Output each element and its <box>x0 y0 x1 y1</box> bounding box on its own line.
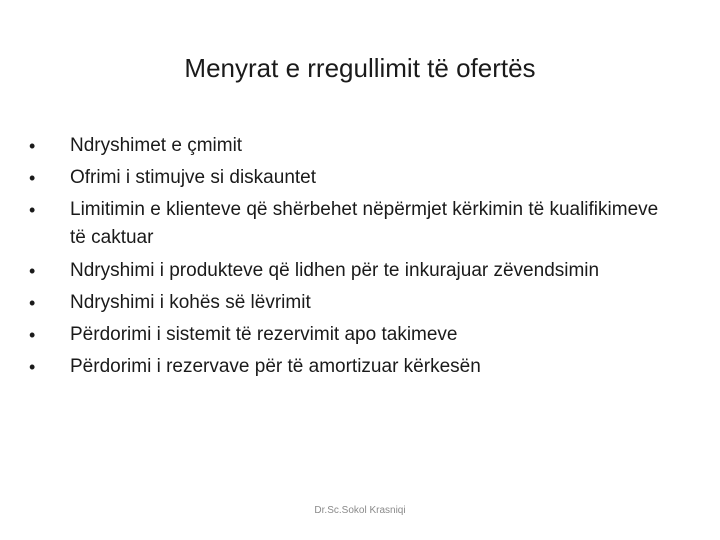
bullet-list <box>26 132 666 385</box>
bullet-icon: • <box>29 357 36 378</box>
bullet-text: Ndryshimi i kohës së lëvrimit <box>70 291 311 313</box>
bullet-icon: • <box>29 168 36 189</box>
bullet-text: Përdorimi i sistemit të rezervimit apo takimeve <box>70 323 458 345</box>
bullet-item <box>26 164 666 192</box>
bullet-item <box>26 289 666 317</box>
bullet-item <box>26 257 666 285</box>
bullet-icon: • <box>29 136 36 156</box>
bullet-text: Ofrimi i stimujve si diskauntet <box>70 167 317 189</box>
bullet-item <box>26 321 666 349</box>
bullet-icon: • <box>29 260 36 281</box>
bullet-text: Limitimin e klienteve që shërbehet nëpërmjet kërkimin të kualifikimeve të caktuar <box>70 199 659 249</box>
bullet-text: Përdorimi i rezervave për të amortizuar kërkesën <box>70 356 481 378</box>
bullet-icon: • <box>29 292 36 313</box>
bullet-icon: • <box>29 200 36 221</box>
slide-footer-author: Dr.Sc.Sokol Krasniqi <box>314 505 406 516</box>
bullet-text: Ndryshimi i produkteve që lidhen për te inkurajuar zëvendsimin <box>70 259 600 281</box>
slide-title: Menyrat e rregullimit të ofertës <box>184 53 536 83</box>
bullet-item <box>26 353 666 381</box>
bullet-text: Ndryshimet e çmimit <box>70 135 243 156</box>
bullet-icon: • <box>29 324 36 345</box>
bullet-item <box>26 132 666 160</box>
bullet-item <box>26 196 666 252</box>
